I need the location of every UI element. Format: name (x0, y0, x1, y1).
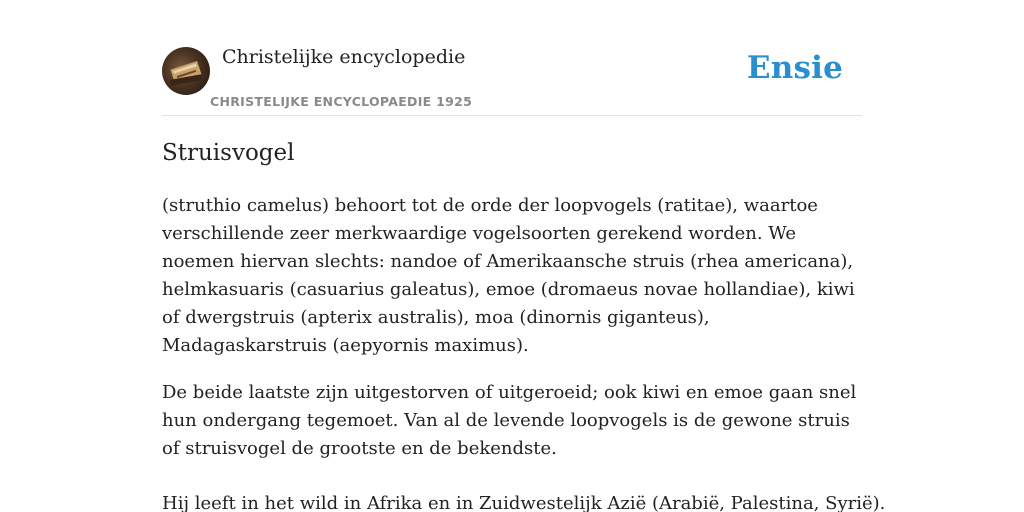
book-thumbnail-icon[interactable] (162, 47, 210, 95)
article-title: Struisvogel (162, 140, 295, 166)
article-paragraph: Hij leeft in het wild in Afrika en in Zuidwestelijk Azië (Arabië, Palestina, Syrië). (162, 493, 886, 512)
article-paragraph: De beide laatste zijn uitgestorven of uitgeroeid; ook kiwi en emoe gaan snel hun ondergang tegemoet. Van al de levende loopvogels is de gewone struis of struisvogel de grootste en de bekendste. (162, 382, 857, 459)
page-container (162, 0, 886, 512)
site-header (162, 0, 862, 116)
site-title[interactable]: Christelijke encyclopedie (222, 46, 466, 68)
site-subtitle: CHRISTELIJKE ENCYCLOPAEDIE 1925 (210, 94, 473, 109)
article-paragraph: (struthio camelus) behoort tot de orde der loopvogels (ratitae), waartoe verschillende zeer merkwaardige vogelsoorten gerekend worden. We noemen hiervan slechts: nandoe of Amerikaansche struis (rhea americana), helmkasuaris (casuarius galeatus), emoe (dromaeus novae hollandiae), kiwi of dwergstruis (apterix australis), moa (dinornis giganteus), Madagaskarstruis (aepyornis maximus). (162, 195, 855, 356)
brand-logo[interactable]: Ensie (746, 50, 843, 86)
